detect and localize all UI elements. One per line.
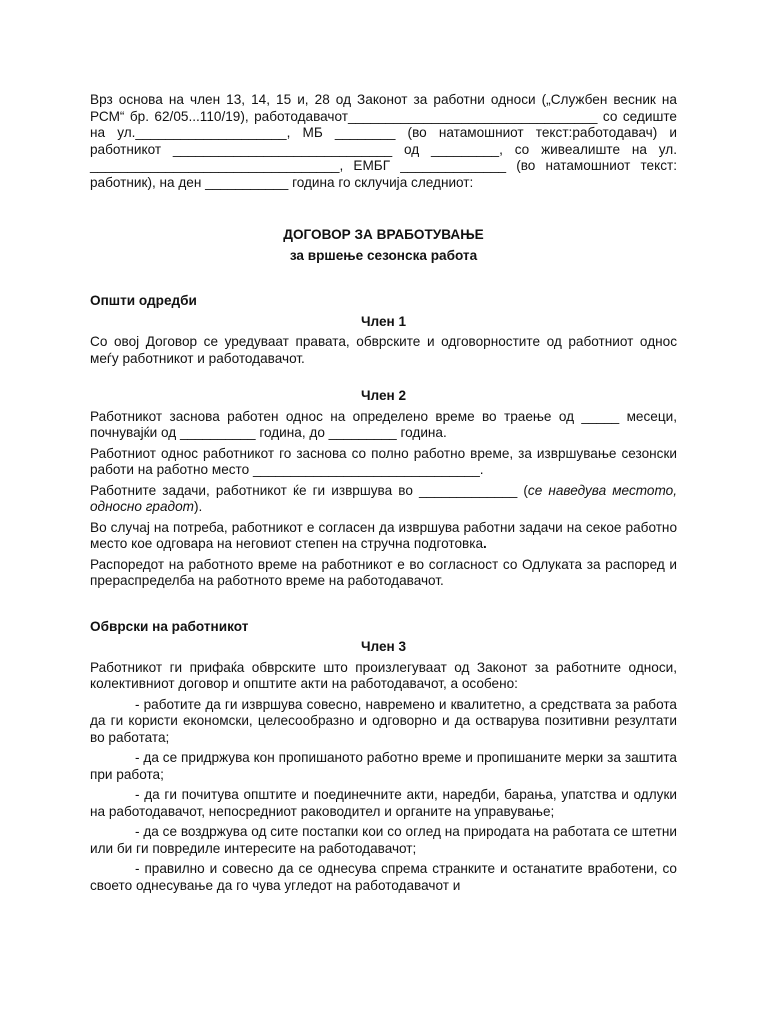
article-2-paragraph-3-end: ).: [193, 499, 203, 514]
list-item: - правилно и совесно да се однесува спрема странките и останатите вработени, со своето однесување да го чува угледот на работодавачот и: [90, 861, 677, 893]
document-title: ДОГОВОР ЗА ВРАБОТУВАЊЕ: [283, 227, 484, 242]
document-subtitle: за вршење сезонска работа: [289, 247, 478, 263]
article-2-paragraph-5: Распоредот на работното време на работникот е во согласност со Одлуката за распоред и прераспределба на работното време на работодавачот.: [90, 556, 677, 588]
list-item: - работите да ги извршува совесно, навремено и квалитетно, а средствата за работа да ги користи економски, целесообразно и одговорно и да остварува позитивни резултати во работата;: [90, 696, 677, 745]
article-3-heading: Член 3: [360, 639, 407, 654]
article-2-paragraph-4-end: .: [483, 536, 487, 551]
list-item: - да се воздржува од сите постапки кои со оглед на природата на работата се штетни или би ги повредиле интересите на работодавачот;: [90, 824, 677, 856]
article-2-paragraph-1: Работникот заснова работен однос на определено време во траење од _____ месеци, почнувајќи од __________ година, до _________ година.: [90, 408, 677, 440]
article-1-paragraph: Со овој Договор се уредуваат правата, обврските и одговорностите од работниот однос меѓу работникот и работодавачот.: [90, 334, 677, 366]
list-item: - да се придржува кон пропишаното работно време и пропишаните мерки за заштита при работа;: [90, 750, 677, 782]
article-1-heading: Член 1: [360, 313, 407, 329]
article-2-heading: Член 2: [360, 388, 407, 403]
article-2-paragraph-4: [90, 520, 677, 553]
document-page: [90, 92, 677, 894]
intro-paragraph: Врз основа на член 13, 14, 15 и, 28 од Законот за работни односи („Службен весник на РСМ“ бр. 62/05...110/19), работодавачот_________________________________ со седиште на ул.____________________, МБ ________ (во натамошниот текст:работодавач) и работникот _____________________________ од _________, со живеалиште на ул. _________________________________, ЕМБГ ______________ (во натамошниот текст: работник), на ден ___________ година го склучија следниот:: [90, 92, 677, 190]
section-heading-obligations: Обврски на работникот: [90, 618, 249, 634]
article-2-paragraph-2: Работниот однос работникот го заснова со полно работно време, за извршување сезонски работи на работно место ______________________________.: [90, 445, 677, 477]
article-2-paragraph-3-text: Работните задачи, работникот ќе ги извршува во _____________ (: [90, 482, 528, 498]
article-3-paragraph: Работникот ги прифаќа обврските што произлегуваат од Законот за работните односи, колективниот договор и општите акти на работодавачот, а особено:: [90, 659, 677, 691]
article-2-paragraph-4-text: Во случај на потреба, работникот е согласен да извршува работни задачи на секое работно место кое одговара на неговиот степен на стручна подготовка: [90, 519, 677, 551]
article-2-paragraph-3: [90, 483, 677, 516]
article-2-paragraph-3-note: се наведува местото, односно градот: [90, 482, 677, 514]
list-item: - да ги почитува општите и поединечните акти, наредби, барања, упатства и одлуки на работодавачот, непосредниот раководител и органите на управување;: [90, 787, 677, 819]
section-heading-general: Општи одредби: [90, 293, 197, 308]
